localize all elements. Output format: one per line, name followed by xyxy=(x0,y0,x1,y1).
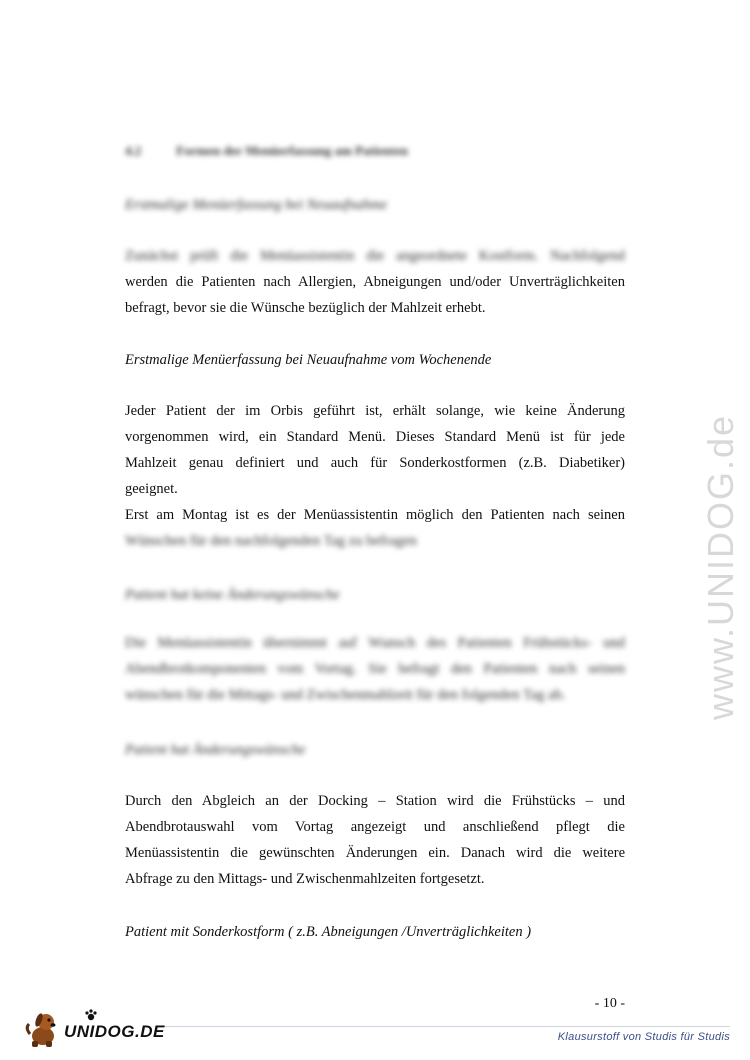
paw-icon xyxy=(84,1008,98,1022)
paragraph-line: Erst am Montag ist es der Menüassistentin möglich den Patienten nach seinen xyxy=(125,507,625,523)
section-number: 4.2 xyxy=(125,143,142,158)
dog-icon xyxy=(24,1008,64,1050)
paragraph-line: geeignet. xyxy=(125,481,178,497)
paragraph-line: Die Menüassistentin übernimmt auf Wunsch des Patienten Frühstücks- und xyxy=(125,635,625,651)
logo-text: UNIDOG.DE xyxy=(64,1022,165,1041)
subheading-4: Patient hat Änderungswünsche xyxy=(125,742,306,758)
paragraph-line: Durch den Abgleich an der Docking – Station wird die Frühstücks – und xyxy=(125,793,625,809)
section-heading xyxy=(125,143,625,159)
paragraph-line: Mahlzeit genau definiert und auch für Sonderkostformen (z.B. Diabetiker) xyxy=(125,455,625,471)
paragraph-4 xyxy=(125,788,625,892)
paragraph-line: werden die Patienten nach Allergien, Abneigungen und/oder Unverträglichkeiten xyxy=(125,274,625,290)
paragraph-line: Abendbrotkomponenten vom Vortag. Sie befragt den Patienten nach seinen xyxy=(125,661,625,677)
paragraph-1 xyxy=(125,243,625,321)
subheading-1: Erstmalige Menüerfassung bei Neuaufnahme xyxy=(125,197,388,213)
paragraph-line: vorgenommen wird, ein Standard Menü. Dieses Standard Menü ist für jede xyxy=(125,429,625,445)
paragraph-line: Zunächst prüft die Menüassistentin die angeordnete Kostform. Nachfolgend xyxy=(125,248,625,264)
subheading-3: Patient hat keine Änderungswünsche xyxy=(125,587,340,603)
paragraph-line: Menüassistentin die gewünschten Änderungen ein. Danach wird die weitere xyxy=(125,845,625,861)
unidog-logo xyxy=(24,1008,164,1050)
watermark: www.UNIDOG.de xyxy=(700,413,741,720)
paragraph-2 xyxy=(125,398,625,554)
paragraph-line: wünschen für die Mittags- und Zwischenmahlzeit für den folgenden Tag ab. xyxy=(125,687,566,703)
subheading-5: Patient mit Sonderkostform ( z.B. Abneigungen /Unverträglichkeiten ) xyxy=(125,924,532,940)
footer-tagline: Klausurstoff von Studis für Studis xyxy=(557,1031,730,1043)
page-number: - 10 - xyxy=(594,996,625,1011)
paragraph-3 xyxy=(125,630,625,708)
paragraph-line: Jeder Patient der im Orbis geführt ist, erhält solange, wie keine Änderung xyxy=(125,403,625,419)
subheading-2: Erstmalige Menüerfassung bei Neuaufnahme vom Wochenende xyxy=(125,352,492,368)
paragraph-line: Wünschen für den nachfolgenden Tag zu befragen xyxy=(125,533,417,549)
paragraph-line: Abfrage zu den Mittags- und Zwischenmahlzeiten fortgesetzt. xyxy=(125,871,485,887)
section-title: Formen der Menüerfassung am Patienten xyxy=(176,143,408,158)
footer-divider xyxy=(160,1026,730,1027)
paragraph-line: Abendbrotauswahl vom Vortag angezeigt und anschließend pflegt die xyxy=(125,819,625,835)
paragraph-line: befragt, bevor sie die Wünsche bezüglich der Mahlzeit erhebt. xyxy=(125,300,486,316)
